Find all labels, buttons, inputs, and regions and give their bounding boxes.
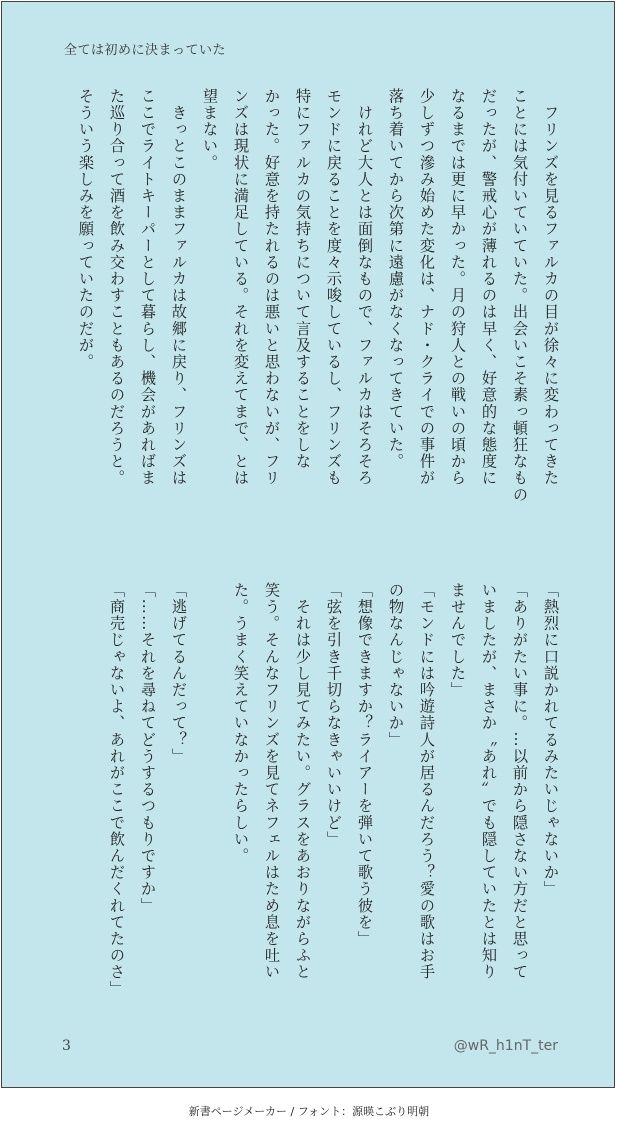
- text-line: ませんでした」: [449, 582, 467, 699]
- text-line: モンドに戻ることを度々示唆しているし、フリンズも: [325, 88, 343, 487]
- page-title: 全ては初めに決まっていた: [64, 43, 227, 58]
- text-line: 「モンドには吟遊詩人が居るんだろう？愛の歌はお手: [418, 582, 436, 981]
- text-line: けれど大人とは面倒なもので、ファルカはそろそろ: [356, 88, 374, 487]
- text-line: かった。好意を持たれるのは悪いと思わないが、フリ: [263, 88, 281, 487]
- text-line: 「……それを尋ねてどうするつもりですか」: [139, 582, 157, 914]
- text-line: ことには気付いていていた。出会いこそ素っ頓狂なもの: [511, 88, 529, 503]
- text-line: 望まない。: [201, 88, 219, 171]
- text-line: 「逃げてるんだって？」: [170, 582, 188, 765]
- text-line: ンズは現状に満足している。それを変えてまで、とは: [232, 88, 250, 487]
- book-page: [1, 1, 615, 1088]
- text-line: ここでライトキーパーとして暮らし、機会があればま: [139, 88, 157, 487]
- text-line: フリンズを見るファルカの目が徐々に変わってきた: [542, 88, 560, 487]
- text-line: きっとこのままファルカは故郷に戻り、フリンズは: [170, 88, 188, 487]
- text-line: の物なんじゃないか」: [387, 582, 405, 748]
- text-line: 少しずつ滲み始めた変化は、ナド・クライでの事件が: [418, 88, 436, 487]
- footer-credit: 新書ページメーカー / フォント：源暎こぶり明朝: [188, 1105, 430, 1118]
- text-line: 笑う。そんなフリンズを見てネフェルはため息を吐い: [263, 582, 281, 981]
- text-line: た。うまく笑えていなかったらしい。: [232, 582, 250, 865]
- text-line: そういう楽しみを願っていたのだが。: [77, 88, 95, 371]
- text-line: それは少し見てみたい。グラスをあおりながらふと: [294, 582, 312, 981]
- text-line: 「ありがたい事に。…以前から隠さない方だと思って: [511, 582, 529, 981]
- author-handle: @wR_h1nT_ter: [453, 1038, 558, 1054]
- text-line: 特にファルカの気持ちについて言及することをしな: [294, 88, 312, 470]
- body-text-lower: [96, 582, 566, 1032]
- text-line-blank: [194, 582, 225, 1032]
- text-line: 「商売じゃないよ、あれがここで飲んだくれてたのさ」: [108, 582, 126, 997]
- text-line: だったが、警戒心が薄れるのは早く、好意的な態度に: [480, 88, 498, 487]
- text-line: いましたが、まさか〝あれ〟でも隠していたとは知り: [480, 582, 498, 981]
- text-line: た巡り合って酒を飲み交わすこともあるのだろうと。: [108, 88, 126, 487]
- text-line: 「熱烈に口説かれてるみたいじゃないか」: [542, 582, 560, 898]
- body-text-upper: [77, 88, 566, 538]
- page-number: 3: [62, 1038, 71, 1054]
- text-line: 落ち着いてから次第に遠慮がなくなってきていた。: [387, 88, 405, 470]
- text-line: 「弦を引き千切らなきゃいいけど」: [325, 582, 343, 848]
- text-line: 「想像できますか？ライアーを弾いて歌う彼を」: [356, 582, 374, 948]
- text-line: なるまでは更に早かった。月の狩人との戦いの頃から: [449, 88, 467, 487]
